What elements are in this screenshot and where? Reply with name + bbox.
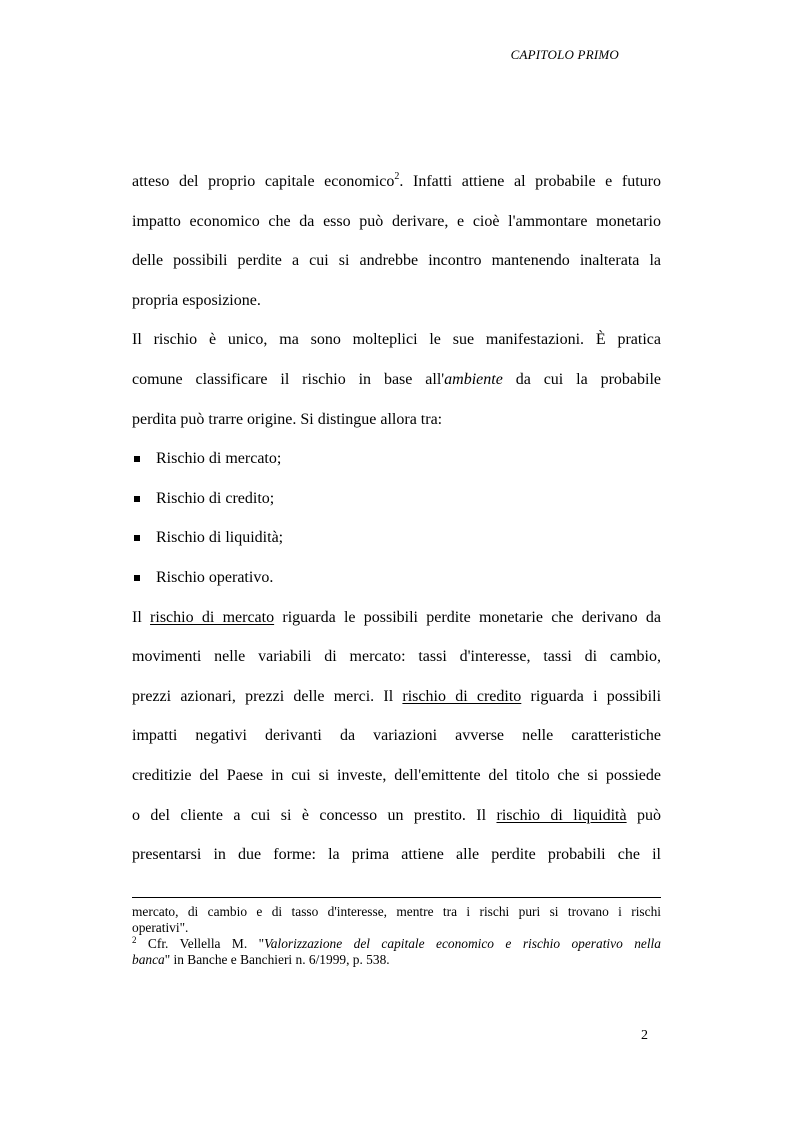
text-line: impatti negativi derivanti da variazioni avverse nelle caratteristiche [132,727,661,745]
text-line [132,598,661,638]
text-line [132,796,661,836]
list-item [132,479,661,519]
citation-title: Valorizzazione del capitale economico e rischio operativo nella [264,936,661,951]
text-segment: Il [132,608,151,626]
list-item-label: Rischio operativo. [156,568,274,586]
page-number: 2 [641,1028,648,1043]
text-segment: atteso del proprio capitale economico [132,173,395,190]
text-line: perdita può trarre origine. Si distingue allora tra: [132,410,443,428]
italic-term: ambiente [444,370,503,388]
text-line [132,360,661,400]
text-segment: Cfr. Vellella M. " [136,936,265,951]
footnote-line: mercato, di cambio e di tasso d'interesse, mentre tra i rischi puri si trovano i rischi [132,904,661,919]
footnote-line [132,936,661,952]
text-line: propria esposizione. [132,291,261,309]
running-header: CAPITOLO PRIMO [510,47,619,62]
text-line [132,162,661,202]
square-bullet-icon [134,535,140,541]
paragraph-2 [132,320,661,439]
text-line: delle possibili perdite a cui si andrebbe incontro mantenendo inalterata la [132,252,661,270]
underlined-term: rischio di credito [402,687,522,705]
text-line: Il rischio è unico, ma sono molteplici le sue manifestazioni. È pratica [132,331,661,349]
list-item [132,439,661,479]
list-item [132,558,661,598]
list-item-label: Rischio di mercato; [156,450,282,468]
text-segment: riguarda i possibili [521,687,661,705]
footnote-ref[interactable]: 2 [394,171,400,182]
square-bullet-icon [134,496,140,502]
list-item [132,518,661,558]
square-bullet-icon [134,456,140,462]
citation-title: banca [132,952,165,967]
footnotes [132,904,661,968]
text-line: presentarsi in due forme: la prima attiene alle perdite probabili che il [132,846,661,864]
risk-list [132,439,661,597]
text-segment: . Infatti attiene al probabile e futuro [399,173,661,190]
footnote-marker: 2 [132,936,137,945]
footnote-separator [132,897,661,898]
text-segment: " in Banche e Banchieri n. 6/1999, p. 538. [164,952,390,967]
paragraph-1 [132,162,661,320]
footnote-line: operativi". [132,920,189,935]
footnote-line [132,952,661,968]
text-line: movimenti nelle variabili di mercato: tassi d'interesse, tassi di cambio, [132,648,661,666]
list-item-label: Rischio di credito; [156,489,275,507]
square-bullet-icon [134,575,140,581]
text-line: creditizie del Paese in cui si investe, dell'emittente del titolo che si possiede [132,766,661,784]
underlined-term: rischio di mercato [150,608,275,626]
text-line: impatto economico che da esso può derivare, e cioè l'ammontare monetario [132,212,661,230]
paragraph-3 [132,598,661,875]
text-line [132,677,661,717]
text-segment: può [626,806,661,824]
main-text [132,162,661,875]
text-segment: riguarda le possibili perdite monetarie che derivano da [274,608,661,626]
text-segment: prezzi azionari, prezzi delle merci. Il [132,687,403,705]
text-segment: da cui la probabile [502,370,661,388]
text-segment: comune classificare il rischio in base all' [132,370,445,388]
list-item-label: Rischio di liquidità; [156,529,284,547]
text-segment: o del cliente a cui si è concesso un prestito. Il [132,806,497,824]
underlined-term: rischio di liquidità [496,806,627,824]
